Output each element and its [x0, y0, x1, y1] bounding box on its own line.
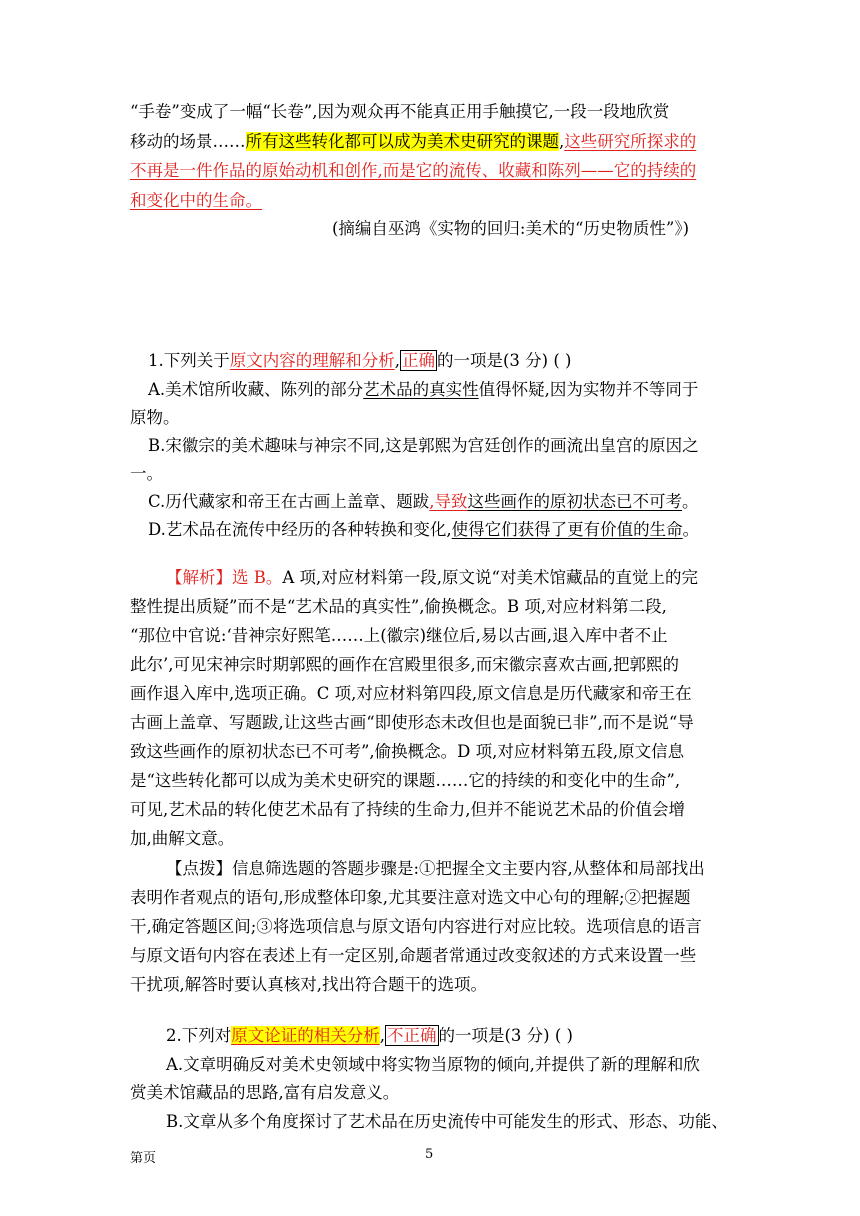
q1-boxed-word: 正确	[402, 351, 435, 370]
q2-key-phrase: 原文论证的相关分析	[231, 1026, 380, 1045]
underlined-text: 使得它们获得了更有价值的生命	[451, 520, 683, 539]
analysis-line-5: 画作退入库中,选项正确。C 项,对应材料第四段,原文信息是历代藏家和帝王在	[130, 684, 692, 703]
passage-line-1: “手卷”变成了一幅“长卷”,因为观众再不能真正用手触摸它,一段一段地欣赏	[130, 102, 670, 121]
q1-option-b-cont: 一。	[130, 464, 163, 483]
q1-option-a: A.美术馆所收藏、陈列的部分艺术品的真实性值得怀疑,因为实物并不等同于	[148, 380, 699, 399]
q1-option-b: B.宋徽宗的美术趣味与神宗不同,这是郭熙为宫廷创作的画流出皇宫的原因之	[148, 436, 699, 455]
q1-stem: 1.下列关于原文内容的理解和分析, 正确 的一项是(3 分) ( )	[148, 351, 572, 370]
analysis-line-4: 此尔’,可见宋神宗时期郭熙的画作在宫殿里很多,而宋徽宗喜欢古画,把郭熙的	[130, 655, 679, 674]
q1-option-a-cont: 原物。	[130, 408, 180, 427]
page-number: 5	[425, 1147, 434, 1162]
tip-line-5: 干扰项,解答时要认真核对,找出符合题干的选项。	[130, 975, 487, 994]
q1-option-d: D.艺术品在流传中经历的各种转换和变化,使得它们获得了更有价值的生命。	[148, 520, 700, 539]
analysis-line-10: 加,曲解文意。	[130, 829, 235, 848]
analysis-line-2: 整性提出质疑”而不是“艺术品的真实性”,偷换概念。B 项,对应材料第二段,	[130, 597, 667, 616]
analysis-line-6: 古画上盖章、写题跋,让这些古画“即使形态未改但也是面貌已非”,而不是说“导	[130, 713, 694, 732]
q2-option-b: B.文章从多个角度探讨了艺术品在历史流传中可能发生的形式、形态、功能、	[166, 1112, 728, 1131]
q2-boxed-word: 不正确	[387, 1026, 437, 1045]
tip-line-4: 与原文语句内容在表述上有一定区别,命题者常通过改变叙述的方式来设置一些	[130, 946, 697, 965]
passage-line-4: 和变化中的生命。	[130, 191, 262, 210]
footer-label: 第页	[130, 1151, 157, 1166]
analysis-line-9: 可见,艺术品的转化使艺术品有了持续的生命力,但并不能说艺术品的价值会增	[130, 800, 685, 819]
underlined-text: 这些画作的原初状态已不可考	[467, 492, 683, 511]
underlined-text: 艺术品的真实性	[363, 380, 479, 399]
analysis-line-1: 【解析】选 B。A 项,对应材料第一段,原文说“对美术馆藏品的直觉上的完	[166, 568, 698, 587]
red-underlined-text: ,导致	[429, 492, 468, 511]
red-underlined-text: 这些研究所探求的	[564, 132, 697, 151]
tip-line-1: 【点拨】信息筛选题的答题步骤是:①把握全文主要内容,从整体和局部找出	[166, 859, 705, 878]
passage-source: (摘编自巫鸿《实物的回归:美术的“历史物质性”》)	[332, 219, 690, 238]
q2-option-a: A.文章明确反对美术史领域中将实物当原物的倾向,并提供了新的理解和欣	[166, 1055, 700, 1074]
analysis-tag: 【解析】选 B。	[166, 568, 283, 587]
tip-line-3: 干,确定答题区间;③将选项信息与原文语句内容进行对应比较。选项信息的语言	[130, 917, 702, 936]
analysis-line-8: 是“这些转化都可以成为美术史研究的课题……它的持续的和变化中的生命”,	[130, 771, 681, 790]
analysis-line-3: “那位中官说:‘昔神宗好熙笔……上(徽宗)继位后,易以古画,退入库中者不止	[130, 626, 668, 645]
passage-line-2: 移动的场景……所有这些转化都可以成为美术史研究的课题,这些研究所探求的	[130, 132, 697, 151]
q1-key-phrase: 原文内容的理解和分析	[229, 351, 395, 370]
passage-line-3: 不再是一件作品的原始动机和创作,而是它的流传、收藏和陈列——它的持续的	[130, 161, 697, 180]
q1-option-c: C.历代藏家和帝王在古画上盖章、题跋,导致这些画作的原初状态已不可考。	[148, 492, 699, 511]
q2-option-a-cont: 赏美术馆藏品的思路,富有启发意义。	[130, 1083, 400, 1102]
analysis-line-7: 致这些画作的原初状态已不可考”,偷换概念。D 项,对应材料第五段,原文信息	[130, 742, 685, 761]
tip-line-2: 表明作者观点的语句,形成整体印象,尤其要注意对选文中心句的理解;②把握题	[130, 888, 691, 907]
q2-stem: 2.下列对原文论证的相关分析, 不正确 的一项是(3 分) ( )	[166, 1026, 573, 1045]
highlighted-text: 所有这些转化都可以成为美术史研究的课题	[245, 132, 559, 151]
